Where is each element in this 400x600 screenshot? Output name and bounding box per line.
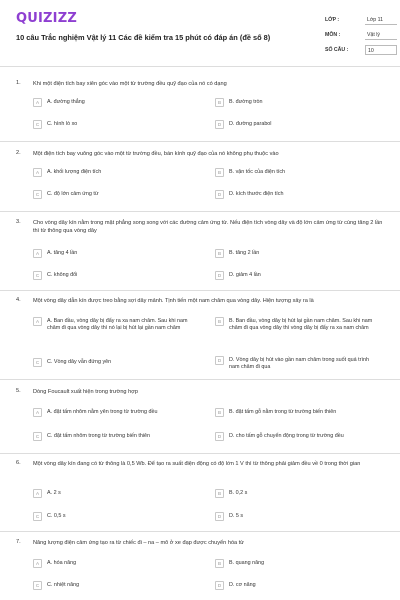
option-text: C. hình lò xo [47, 121, 78, 127]
option-letter-box: C [33, 581, 42, 590]
option-text: A. Ban đầu, vòng dây bị đẩy ra xa nam châm. Sau khi nam châm đi qua vòng dây thì nó lại bị hút lại gần nam châm [47, 318, 188, 332]
option-letter-box: C [33, 512, 42, 521]
option-letter-box: B [215, 317, 224, 326]
page-title: 10 câu Trắc nghiệm Vật lý 11 Các đề kiểm tra 15 phút có đáp án (đề số 8) [16, 33, 271, 42]
question-divider [0, 141, 400, 142]
option-text: C. Vòng dây vẫn đứng yên [47, 359, 112, 365]
option-text: A. khối lượng điện tích [47, 169, 102, 175]
option-text: A. hóa năng [47, 560, 77, 566]
question-divider [0, 453, 400, 454]
meta-value: Lớp 11 [365, 17, 397, 25]
question-stem: Năng lượng điện cảm ứng tạo ra từ chiếc đi – na – mô ở xe đạp được chuyển hóa từ [33, 540, 245, 546]
question-divider [0, 379, 400, 380]
header-divider [0, 66, 400, 67]
option-text: B. vận tốc của điện tích [229, 169, 286, 175]
page-header [0, 0, 400, 62]
option-letter-box: A [33, 98, 42, 107]
question-number: 3. [16, 219, 21, 225]
question-number: 6. [16, 460, 21, 466]
option-letter-box: D [215, 271, 224, 280]
option-letter-box: A [33, 408, 42, 417]
question-number: 5. [16, 388, 21, 394]
option-text: A. đường thẳng [47, 99, 85, 105]
option-text: B. đường tròn [229, 99, 263, 105]
option-letter-box: D [215, 432, 224, 441]
meta-label: SỐ CÂU : [325, 47, 349, 53]
question-number: 2. [16, 150, 21, 156]
option-letter-box: D [215, 120, 224, 129]
option-text: D. giảm 4 lần [229, 272, 261, 278]
option-text: D. cơ năng [229, 582, 256, 588]
question-number: 4. [16, 297, 21, 303]
option-text: A. tăng 4 lần [47, 250, 78, 256]
question-number: 7. [16, 539, 21, 545]
option-text: D. cho tấm gỗ chuyển động trong từ trường đều [229, 433, 344, 439]
question-number: 1. [16, 80, 21, 86]
meta-label: MÔN : [325, 32, 341, 38]
meta-label: LỚP : [325, 17, 340, 23]
option-letter-box: A [33, 317, 42, 326]
option-text: C. không đổi [47, 272, 78, 278]
option-letter-box: B [215, 559, 224, 568]
question-divider [0, 290, 400, 291]
option-letter-box: C [33, 358, 42, 367]
option-letter-box: D [215, 356, 224, 365]
option-letter-box: D [215, 581, 224, 590]
option-text: C. độ lớn cảm ứng từ [47, 191, 99, 197]
option-letter-box: C [33, 271, 42, 280]
option-text: C. 0,5 s [47, 513, 66, 519]
option-text: C. nhiệt năng [47, 582, 80, 588]
question-stem: Dòng Foucault xuất hiện trong trường hợp [33, 389, 138, 395]
option-letter-box: C [33, 190, 42, 199]
question-stem: Khi một điện tích bay xiên góc vào một từ trường đều quỹ đạo của nó có dạng [33, 81, 227, 87]
option-letter-box: B [215, 249, 224, 258]
question-stem: Cho vòng dây kín nằm trong mặt phẳng song song với các đường cảm ứng từ. Nếu điện tích vòng dây và độ lớn cảm ứng từ cùng tăng 2 lần thì từ thông qua vòng dây [33, 220, 383, 235]
option-letter-box: D [215, 190, 224, 199]
question-stem: Một điện tích bay vuông góc vào một từ trường đều, bán kính quỹ đạo của nó không phụ thuộc vào [33, 151, 279, 157]
option-letter-box: A [33, 168, 42, 177]
option-text: C. đặt tấm nhôm trong từ trường biến thiên [47, 433, 151, 439]
option-letter-box: A [33, 489, 42, 498]
option-letter-box: C [33, 120, 42, 129]
quizizz-logo: QUIZIZZ [16, 11, 77, 26]
option-text: D. 5 s [229, 513, 244, 519]
option-letter-box: B [215, 408, 224, 417]
question-stem: Một vòng dây kín đang có từ thông là 0,5 Wb. Để tạo ra suất điện động có độ lớn 1 V thì từ thông phải giảm đều về 0 trong thời gian [33, 461, 361, 467]
option-text: D. đường parabol [229, 121, 272, 127]
option-text: B. quang năng [229, 560, 265, 566]
option-text: A. 2 s [47, 490, 61, 496]
option-text: D. kích thước điện tích [229, 191, 284, 197]
option-letter-box: A [33, 249, 42, 258]
option-letter-box: A [33, 559, 42, 568]
option-letter-box: D [215, 512, 224, 521]
meta-value: Vật lý [365, 32, 397, 40]
option-letter-box: B [215, 489, 224, 498]
option-text: A. đặt tấm nhôm nằm yên trong từ trường đều [47, 409, 158, 415]
question-divider [0, 531, 400, 532]
option-text: B. 0,2 s [229, 490, 248, 496]
question-stem: Một vòng dây dẫn kín được treo bằng sợi dây mảnh. Tịnh tiến một nam châm qua vòng dây. Hiện tượng xảy ra là [33, 298, 314, 304]
option-letter-box: C [33, 432, 42, 441]
option-text: B. tăng 2 lần [229, 250, 260, 256]
option-text: B. Ban đầu, vòng dây bị hút lại gần nam châm. Sau khi nam châm đi qua vòng dây thì vòng dây bị đẩy ra xa nam châm [229, 318, 373, 332]
option-text: D. Vòng dây bị hút vào gần nam châm trong suốt quá trình nam châm đi qua [229, 357, 369, 371]
question-divider [0, 211, 400, 212]
option-text: B. đặt tấm gỗ nằm trong từ trường biến thiên [229, 409, 337, 415]
option-letter-box: B [215, 98, 224, 107]
option-letter-box: B [215, 168, 224, 177]
meta-value: 10 [365, 45, 397, 55]
